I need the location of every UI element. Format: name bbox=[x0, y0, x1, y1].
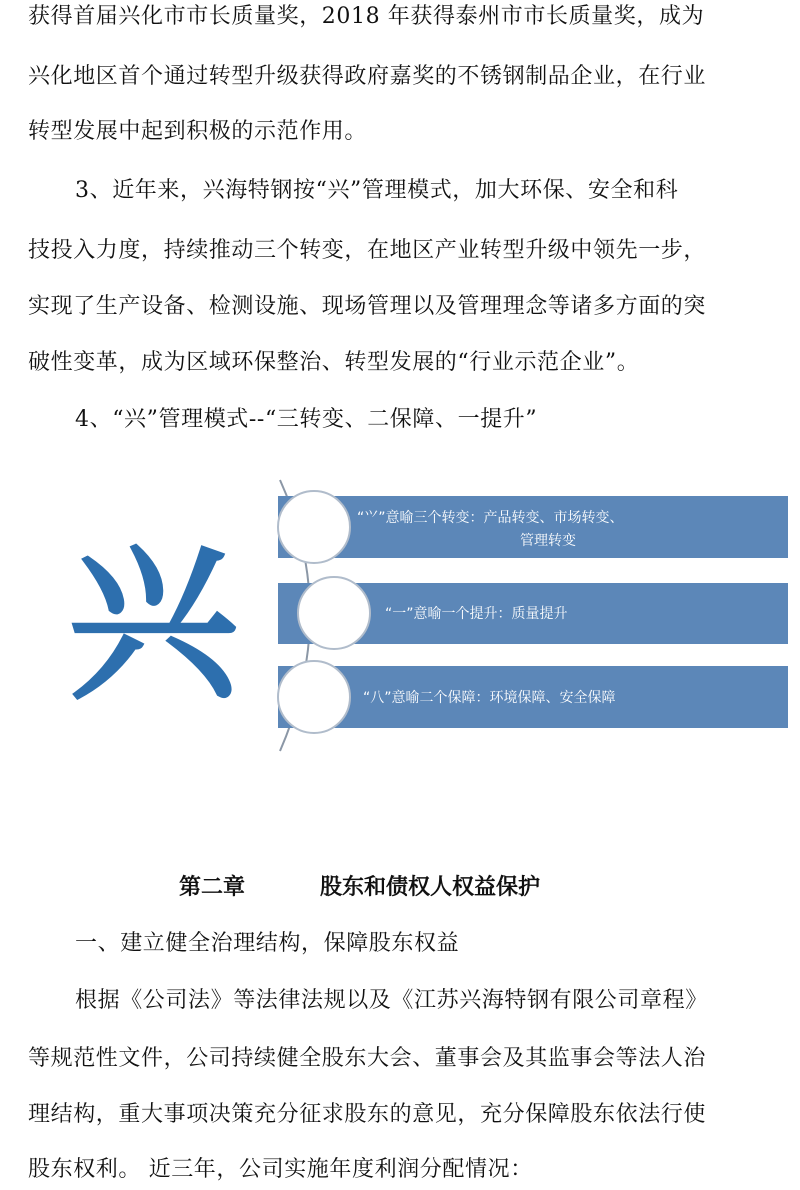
section-title: 一、建立健全治理结构，保障股东权益 bbox=[75, 931, 460, 956]
diagram-item-1-line-1: “⺍”意喻三个转变：产品转变、市场转变、 bbox=[357, 510, 624, 526]
circle-marker-1 bbox=[277, 490, 351, 564]
text-line: 股东权利。 近三年，公司实施年度利润分配情况： bbox=[28, 1157, 533, 1182]
diagram-item-2: “一”意喻一个提升：质量提升 bbox=[385, 606, 568, 622]
text-line: 兴化地区首个通过转型升级获得政府嘉奖的不锈钢制品企业，在行业 bbox=[28, 64, 707, 89]
xing-character: 兴 bbox=[68, 526, 239, 724]
text-line: 获得首届兴化市市长质量奖，2018 年获得泰州市市长质量奖，成为 bbox=[28, 4, 705, 29]
chapter-title: 股东和债权人权益保护 bbox=[320, 875, 541, 900]
text-line: 技投入力度，持续推动三个转变，在地区产业转型升级中领先一步， bbox=[28, 238, 707, 263]
diagram-item-1-line-2: 管理转变 bbox=[520, 533, 576, 549]
text-line: 转型发展中起到积极的示范作用。 bbox=[28, 119, 368, 144]
circle-marker-2 bbox=[297, 576, 371, 650]
text-line: 3、近年来，兴海特钢按“兴”管理模式，加大环保、安全和科 bbox=[75, 178, 679, 203]
text-line: 实现了生产设备、检测设施、现场管理以及管理理念等诸多方面的突 bbox=[28, 294, 707, 319]
chapter-number: 第二章 bbox=[179, 875, 246, 900]
text-line: 等规范性文件，公司持续健全股东大会、董事会及其监事会等法人治 bbox=[28, 1046, 707, 1071]
circle-marker-3 bbox=[277, 660, 351, 734]
text-line: 理结构，重大事项决策充分征求股东的意见，充分保障股东依法行使 bbox=[28, 1102, 707, 1127]
text-line: 根据《公司法》等法律法规以及《江苏兴海特钢有限公司章程》 bbox=[75, 988, 708, 1013]
diagram-item-3: “八”意喻二个保障：环境保障、安全保障 bbox=[363, 690, 616, 706]
paragraph-3: 4、“兴”管理模式--“三转变、二保障、一提升” bbox=[75, 407, 538, 432]
text-line: 破性变革，成为区域环保整治、转型发展的“行业示范企业”。 bbox=[28, 350, 640, 375]
